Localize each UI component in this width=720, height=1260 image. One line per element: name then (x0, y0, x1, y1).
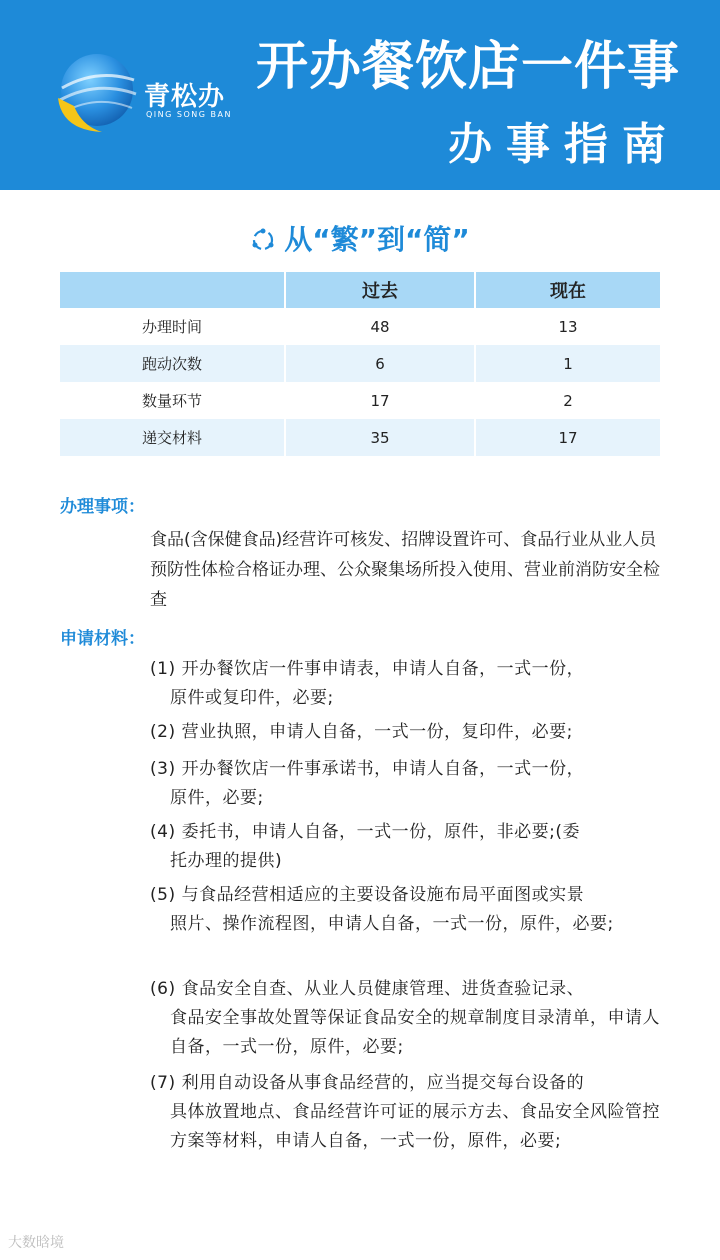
matters-text: 食品(含保健食品)经营许可核发、招牌设置许可、食品行业从业人员预防性体检合格证办理、公众聚集场所投入使用、营业前消防安全检查 (150, 530, 660, 610)
row-label: 数量环节 (60, 382, 285, 419)
row-now: 1 (475, 345, 660, 382)
cycle-icon (250, 227, 276, 253)
row-label: 跑动次数 (60, 345, 285, 382)
material-text-cont: 照片、操作流程图，申请人自备，一式一份，原件，必要; (170, 914, 614, 934)
material-item-1 (150, 655, 662, 713)
row-label: 办理时间 (60, 308, 285, 345)
material-num: (4) (150, 822, 176, 842)
logo-subtitle: QING SONG BAN (146, 110, 232, 119)
row-now: 17 (475, 419, 660, 456)
material-num: (7) (150, 1073, 176, 1093)
table-row (60, 419, 660, 456)
material-text: 与食品经营相适应的主要设备设施布局平面图或实景 (181, 885, 585, 905)
material-num: (2) (150, 722, 176, 742)
comparison-table (60, 272, 660, 456)
row-past: 17 (285, 382, 475, 419)
material-item-2 (150, 718, 662, 747)
material-num: (5) (150, 885, 176, 905)
table-header-row (60, 272, 660, 308)
material-item-5 (150, 881, 662, 939)
material-num: (6) (150, 979, 176, 999)
material-text: 利用自动设备从事食品经营的，应当提交每台设备的 (181, 1073, 585, 1093)
material-item-3 (150, 755, 662, 813)
header-banner (0, 0, 720, 190)
material-text-cont: 原件或复印件，必要; (170, 688, 334, 708)
material-text: 食品安全自查、从业人员健康管理、进货查验记录、 (181, 979, 585, 999)
logo (52, 46, 252, 146)
material-item-6 (150, 975, 662, 1062)
material-text-cont: 食品安全事故处置等保证食品安全的规章制度目录清单，申请人自备，一式一份，原件，必要; (170, 1008, 660, 1057)
table-row (60, 308, 660, 345)
matters-label: 办理事项： (60, 497, 145, 517)
row-past: 48 (285, 308, 475, 345)
material-text: 开办餐饮店一件事申请表，申请人自备，一式一份， (181, 659, 585, 679)
material-item-7 (150, 1069, 662, 1156)
page-title: 开办餐饮店一件事 (255, 37, 680, 97)
section-title-text: 从“繁”到“简” (284, 223, 470, 256)
logo-globe-icon (52, 50, 142, 140)
table-row (60, 345, 660, 382)
section-title (0, 218, 720, 258)
material-text: 营业执照，申请人自备，一式一份，复印件，必要; (181, 722, 573, 742)
row-now: 13 (475, 308, 660, 345)
row-past: 6 (285, 345, 475, 382)
table-header-past: 过去 (285, 272, 475, 308)
row-past: 35 (285, 419, 475, 456)
logo-text: 青松办 (144, 82, 226, 112)
table-row (60, 382, 660, 419)
material-text: 开办餐饮店一件事承诺书，申请人自备，一式一份， (181, 759, 585, 779)
table-header-now: 现在 (475, 272, 660, 308)
row-now: 2 (475, 382, 660, 419)
material-num: (3) (150, 759, 176, 779)
watermark: 大数晗境 (8, 1235, 64, 1251)
material-item-4 (150, 818, 662, 876)
material-text: 委托书，申请人自备，一式一份，原件，非必要;(委 (181, 822, 580, 842)
material-text-cont: 具体放置地点、食品经营许可证的展示方去、食品安全风险管控方案等材料，申请人自备，一式一份，原件，必要; (170, 1102, 660, 1151)
material-text-cont: 原件，必要; (170, 788, 264, 808)
material-num: (1) (150, 659, 176, 679)
material-text-cont: 托办理的提供) (170, 851, 283, 871)
table-header-blank (60, 272, 285, 308)
page-subtitle: 办事指南 (448, 119, 680, 170)
materials-label: 申请材料： (60, 629, 145, 649)
row-label: 递交材料 (60, 419, 285, 456)
